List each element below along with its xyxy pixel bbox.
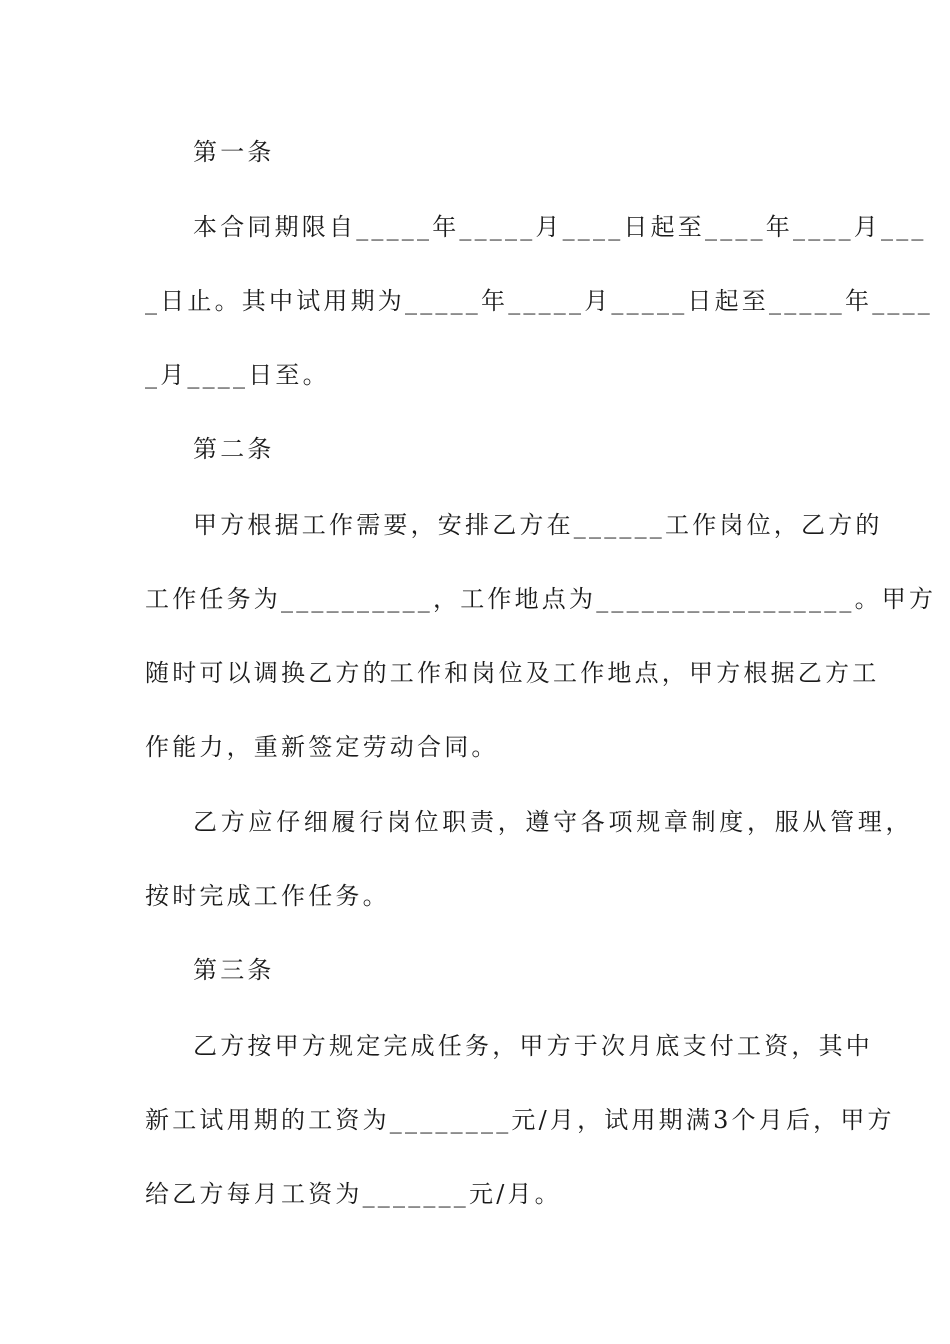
article-2-paragraph-line: 工作任务为__________，工作地点为_________________。甲方 bbox=[145, 585, 937, 613]
article-2-paragraph-line: 按时完成工作任务。 bbox=[145, 882, 390, 910]
article-3-heading: 第三条 bbox=[193, 956, 275, 984]
article-2-paragraph-line: 乙方应仔细履行岗位职责，遵守各项规章制度，服从管理， bbox=[193, 808, 914, 836]
article-2-heading: 第二条 bbox=[193, 435, 275, 463]
article-1-paragraph-line: _月____日至。 bbox=[145, 361, 330, 389]
article-2-paragraph-line: 甲方根据工作需要，安排乙方在______工作岗位，乙方的 bbox=[193, 511, 883, 539]
article-1-paragraph-line: 本合同期限自_____年_____月____日起至____年____月___ bbox=[193, 213, 927, 241]
article-3-paragraph-line: 给乙方每月工资为_______元/月。 bbox=[145, 1180, 562, 1208]
article-3-paragraph-line: 乙方按甲方规定完成任务，甲方于次月底支付工资，其中 bbox=[193, 1032, 873, 1060]
article-3-paragraph-line: 新工试用期的工资为________元/月，试用期满3个月后，甲方 bbox=[145, 1106, 895, 1134]
article-2-paragraph-line: 作能力，重新签定劳动合同。 bbox=[145, 733, 499, 761]
article-1-heading: 第一条 bbox=[193, 138, 275, 166]
article-2-paragraph-line: 随时可以调换乙方的工作和岗位及工作地点，甲方根据乙方工 bbox=[145, 659, 880, 687]
article-1-paragraph-line: _日止。其中试用期为_____年_____月_____日起至_____年____ bbox=[145, 287, 933, 315]
